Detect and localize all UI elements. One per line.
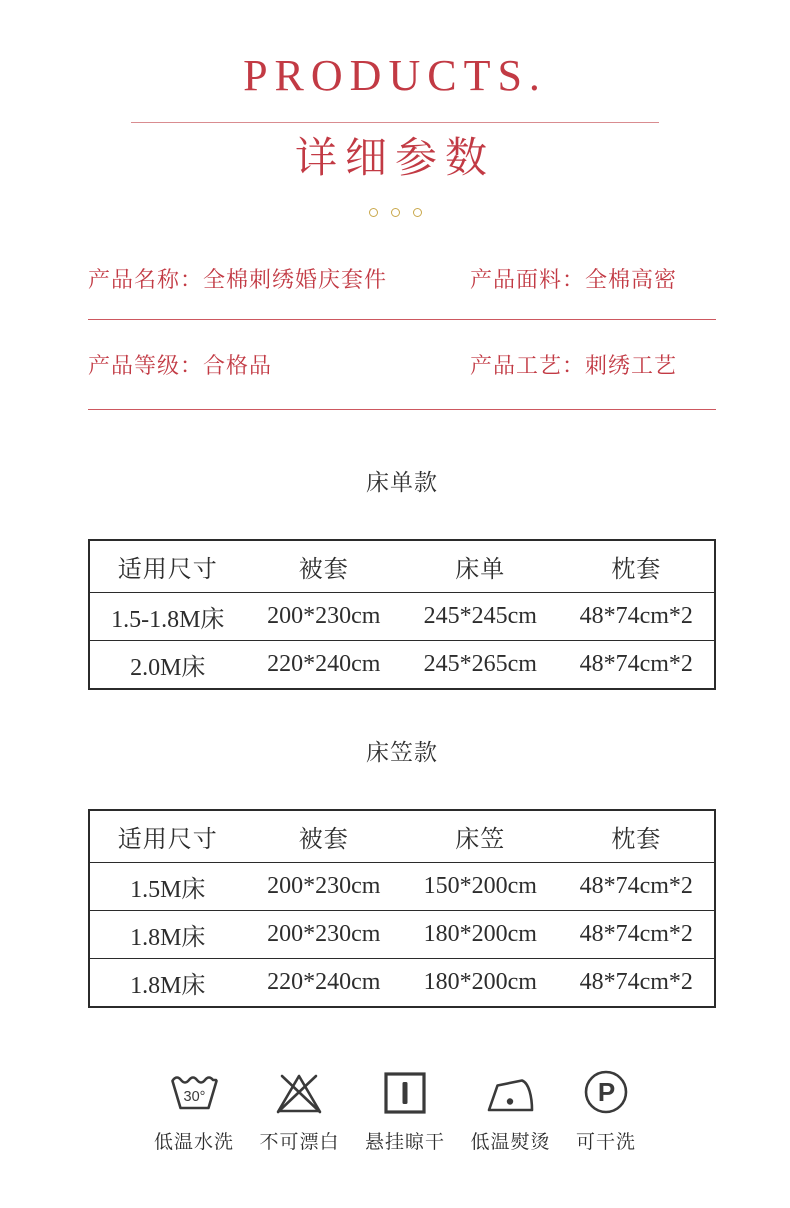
table-cell: 200*230cm xyxy=(246,910,403,958)
dot-icon xyxy=(413,208,422,217)
table-row xyxy=(89,862,715,910)
decorative-dots xyxy=(0,208,790,217)
spec-table xyxy=(88,539,716,690)
table-cell: 150*200cm xyxy=(402,862,559,910)
table-cell: 245*245cm xyxy=(402,592,559,640)
product-name-field: 产品名称：全棉刺绣婚庆套件 xyxy=(88,266,388,292)
table-header-row xyxy=(89,810,715,863)
table-header-cell: 枕套 xyxy=(611,826,662,853)
dot-icon xyxy=(391,208,400,217)
header-rule-line xyxy=(131,122,659,123)
table-header-cell: 被套 xyxy=(298,556,349,583)
care-item-iron xyxy=(470,1070,550,1154)
table-cell: 48*74cm*2 xyxy=(559,640,716,689)
table-cell: 180*200cm xyxy=(402,910,559,958)
table-cell: 48*74cm*2 xyxy=(559,910,716,958)
table-row xyxy=(89,592,715,640)
product-info-section xyxy=(88,263,716,410)
table-cell: 1.8M床 xyxy=(89,910,246,958)
table-header-cell: 被套 xyxy=(298,826,349,853)
table-row xyxy=(89,910,715,958)
dry-clean-letter: P xyxy=(597,1076,616,1107)
care-label: 可干洗 xyxy=(575,1131,636,1153)
care-label: 低温熨烫 xyxy=(470,1131,551,1153)
table-cell: 245*265cm xyxy=(402,640,559,689)
table-row xyxy=(89,640,715,689)
product-grade-field: 产品等级：合格品 xyxy=(88,352,273,378)
table-cell: 48*74cm*2 xyxy=(559,958,716,1007)
size-tables-section xyxy=(88,464,716,1008)
care-item-dry-clean xyxy=(576,1068,636,1154)
brand-title: PRODUCTS. xyxy=(243,51,547,100)
divider-line xyxy=(88,409,716,410)
table-header-cell: 适用尺寸 xyxy=(117,826,218,853)
table-cell: 200*230cm xyxy=(246,862,403,910)
wash-temp-text: 30° xyxy=(183,1088,205,1105)
table-header-row xyxy=(89,540,715,593)
product-craft-field: 产品工艺：刺绣工艺 xyxy=(470,352,678,378)
table-cell: 1.5M床 xyxy=(89,862,246,910)
hang-dry-icon xyxy=(381,1070,429,1116)
table-cell: 220*240cm xyxy=(246,640,403,689)
care-label: 悬挂晾干 xyxy=(364,1131,445,1153)
dry-clean-icon xyxy=(582,1068,630,1116)
table-cell: 2.0M床 xyxy=(89,640,246,689)
table-header-cell: 枕套 xyxy=(611,556,662,583)
product-info-row xyxy=(88,263,716,319)
care-label: 不可漂白 xyxy=(259,1131,340,1153)
table-row xyxy=(89,958,715,1007)
table-header-cell: 床笠 xyxy=(455,826,506,853)
table-section-title: 床单款 xyxy=(366,469,438,495)
product-fabric-field: 产品面料：全棉高密 xyxy=(470,266,678,292)
dot-icon xyxy=(369,208,378,217)
table-header-cell: 床单 xyxy=(455,556,506,583)
table-cell: 200*230cm xyxy=(246,592,403,640)
table-cell: 180*200cm xyxy=(402,958,559,1007)
spec-table xyxy=(88,809,716,1008)
table-cell: 48*74cm*2 xyxy=(559,592,716,640)
wash-30-icon xyxy=(170,1070,219,1116)
iron-low-icon xyxy=(485,1070,535,1116)
table-cell: 1.8M床 xyxy=(89,958,246,1007)
table-cell: 1.5-1.8M床 xyxy=(89,592,246,640)
care-item-wash xyxy=(154,1070,234,1154)
care-item-no-bleach xyxy=(259,1070,339,1154)
product-info-row xyxy=(88,320,716,409)
no-bleach-icon xyxy=(275,1070,323,1116)
care-label: 低温水洗 xyxy=(154,1131,235,1153)
table-header-cell: 适用尺寸 xyxy=(117,556,218,583)
table-cell: 48*74cm*2 xyxy=(559,862,716,910)
care-item-hang-dry xyxy=(365,1070,445,1154)
table-cell: 220*240cm xyxy=(246,958,403,1007)
page-title: 详细参数 xyxy=(294,134,495,182)
table-section-title: 床笠款 xyxy=(366,739,438,765)
care-icons-row xyxy=(154,1068,636,1154)
